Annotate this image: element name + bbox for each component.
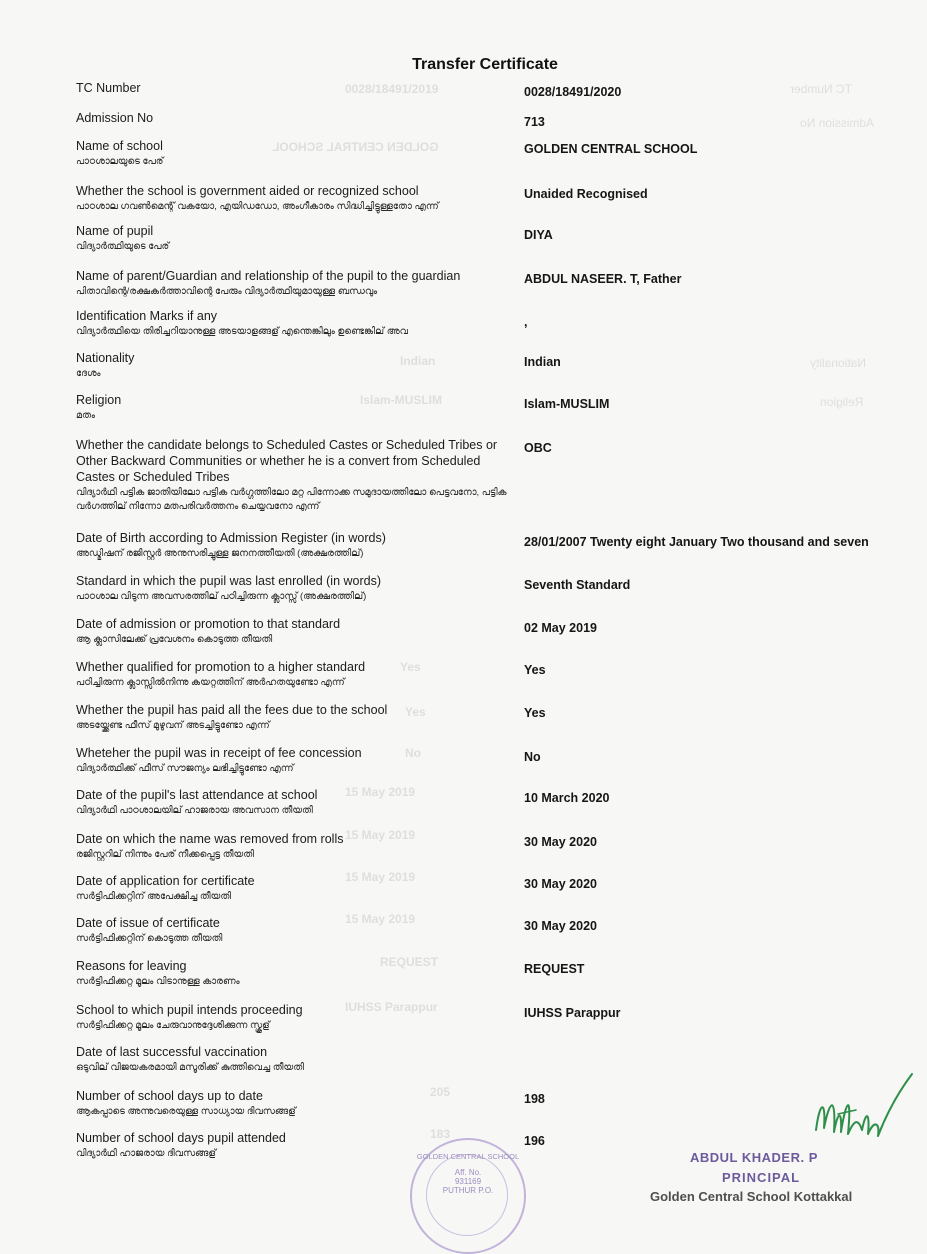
- field-label: Reasons for leaving: [76, 959, 187, 973]
- field-label: Date of application for certificate: [76, 874, 255, 888]
- field-label-malayalam: പഠിച്ചിരുന്ന ക്ലാസ്സിൽനിന്നു കയറ്റത്തിന് അർഹതയുണ്ടോ എന്ന്: [76, 677, 345, 688]
- principal-name: ABDUL KHADER. P: [690, 1150, 818, 1165]
- field-label: Date of issue of certificate: [76, 916, 220, 930]
- field-label: Name of pupil: [76, 224, 154, 238]
- field-label-block: [76, 530, 516, 561]
- field-value: Seventh Standard: [524, 578, 631, 592]
- field-value: 28/01/2007 Twenty eight January Two thousand and seven: [524, 535, 869, 549]
- field-value: REQUEST: [524, 962, 585, 976]
- field-value: ABDUL NASEER. T, Father: [524, 272, 682, 286]
- field-label: Date of Birth according to Admission Register (in words): [76, 531, 386, 545]
- field-label: Date of admission or promotion to that standard: [76, 617, 341, 631]
- field-value: 198: [524, 1092, 545, 1106]
- field-label: School to which pupil intends proceeding: [76, 1003, 303, 1017]
- field-label-malayalam: വിദ്യാർഥി പാഠശാലയില് ഹാജരായ അവസാന തീയതി: [76, 805, 313, 816]
- principal-school: Golden Central School Kottakkal: [650, 1189, 853, 1204]
- field-label-block: [76, 110, 516, 127]
- field-label-block: [76, 915, 516, 946]
- transfer-certificate-page: 0028/18491/2019 GOLDEN CENTRAL SCHOOL TC Number Admission No Religion Nationality Indian Islam-MUSLIM Yes Yes No 15 May 2019 15 May 2019 15 May 2019 15 May 2019 REQUEST IUHSS Parappur 205 183 Transfer Certificate TC Number 0028/18491/2020 Admission No 713 Name of school പാഠശാലയുടെ പേര് GOLDEN CENTRAL SCHOOL Whether the school is government aided or recognized school പാഠശാല ഗവൺമെന്റ് വകയോ, എയിഡഡോ, അംഗീകാരം സിദ്ധിച്ചിട്ടുള്ളതോ എന്ന് Unaided Recognised Name of pupil വിദ്യാർത്ഥിയുടെ പേര് DIYA Name of parent/Guardian and relationship of the pupil to the guardian പിതാവിന്റെ/രക്ഷകർത്താവിന്റെ പേരും വിദ്യാർത്ഥിയുമായുള്ള ബന്ധവും ABDUL NASEER. T, Father Identification Marks if any വിദ്യാർത്ഥിയെ തിരിച്ചറിയാനുള്ള അടയാളങ്ങള് എന്തെങ്കിലും ഉണ്ടെങ്കില് അവ , Nationality ദേശം Indian Religion മതം Islam-MUSLIM Whether the candidate belongs to Scheduled Castes or Scheduled Tribes or Other Backward Communities or whether he is a convert from Scheduled Castes or Scheduled Tribes വിദ്യാർഥി പട്ടിക ജാതിയിലോ പട്ടിക വർഗ്ഗത്തിലോ മറ്റ പിന്നോക്ക സമുദായത്തിലോ പെട്ടവനോ, പട്ടിക വർഗത്തില് നിന്നോ മതപരിവർത്തനം ചെയ്യവനോ എന്ന് OBC Date of Birth according to Admission Register (in words) അഡ്മിഷന് രജിസ്റ്റർ അനുസരിച്ചുള്ള ജനനത്തീയതി (അക്ഷരത്തില്) 28/01/2007 Twenty eight January Two thousand and seven Standard in which the pupil was last enrolled (in words) പാഠശാല വിടുന്ന അവസരത്തില് പഠിച്ചിരുന്ന ക്ലാസ്സ് (അക്ഷരത്തില്) Seventh Standard Date of admission or promotion to that standard ആ ക്ലാസിലേക്ക് പ്രവേശനം കൊടുത്ത തീയതി 02 May 2019 Whether qualified for promotion to a higher standard പഠിച്ചിരുന്ന ക്ലാസ്സിൽനിന്നു കയറ്റത്തിന് അർഹതയുണ്ടോ എന്ന് Yes Whether the pupil has paid all the fees due to the school അടയ്ക്കേണ്ട ഫീസ് മുഴുവന് അടച്ചിട്ടുണ്ടോ എന്ന് Yes Wheteher the pupil was in receipt of fee concession വിദ്യാർത്ഥിക്ക് ഫീസ് സൗജന്യം ലഭിച്ചിട്ടുണ്ടോ എന്ന് No Date of the pupil's last attendance at school വിദ്യാർഥി പാഠശാലയില് ഹാജരായ അവസാന തീയതി 10 March 2020 Date on which the name was removed from rolls രജിസ്റ്ററില് നിന്നും പേര് നീക്കപ്പെട്ട തീയതി 30 May 2020 Date of application for certificate സർട്ടിഫിക്കറ്റിന് അപേക്ഷിച്ച തീയതി 30 May 2020 Date of issue of certificate സർട്ടിഫിക്കറ്റിന് കൊടുത്ത തീയതി 30 May 2020 Reasons for leaving സർട്ടിഫിക്കറ്റ മൂലം വിടാനുള്ള കാരണം REQUEST School to which pupil intends proceeding സർട്ടിഫിക്കറ്റ മൂലം ചേരുവാനുദ്ദേശിക്കുന്ന സ്കൂള് IUHSS Parappur Date of last successful vaccination ഒടുവില് വിജയകരമായി മസൂരിക്ക് കുത്തിവെച്ച തീയതി Number of school days up to date ആകപ്പാടെ അന്നുവരെയുള്ള സാധ്യായ ദിവസങ്ങള് 198 Number of school days pupil attended വിദ്യാർഥി ഹാജരായ ദിവസങ്ങള് 196 GOLDEN CENTRAL SCHOOL Aff. No. 931169 PUTHUR P.O. ABDUL KHADER. P PRINCIPAL Golden Central School Kottakkal: [0, 0, 927, 1200]
- field-label: Whether qualified for promotion to a higher standard: [76, 660, 366, 674]
- field-label-malayalam: ദേശം: [76, 368, 101, 379]
- field-value: 196: [524, 1134, 545, 1148]
- field-label: Number of school days up to date: [76, 1089, 263, 1103]
- field-label-block: [76, 1044, 516, 1075]
- principal-title: PRINCIPAL: [722, 1170, 801, 1185]
- field-label-malayalam: സർട്ടിഫിക്കറ്റിന് കൊടുത്ത തീയതി: [76, 933, 223, 944]
- field-label-block: [76, 437, 516, 514]
- field-label-malayalam: സർട്ടിഫിക്കറ്റ മൂലം ചേരുവാനുദ്ദേശിക്കുന്ന സ്കൂള്: [76, 1020, 270, 1031]
- field-label-block: [76, 831, 516, 862]
- field-label-malayalam: പിതാവിന്റെ/രക്ഷകർത്താവിന്റെ പേരും വിദ്യാർത്ഥിയുമായുള്ള ബന്ധവും: [76, 286, 378, 297]
- field-value: Unaided Recognised: [524, 187, 648, 201]
- field-label: Date of last successful vaccination: [76, 1045, 268, 1059]
- field-label: Whether the school is government aided or recognized school: [76, 184, 419, 198]
- field-label-block: [76, 702, 516, 733]
- field-label-malayalam: പാഠശാല വിടുന്ന അവസരത്തില് പഠിച്ചിരുന്ന ക്ലാസ്സ് (അക്ഷരത്തില്): [76, 591, 367, 602]
- field-label-malayalam: അടയ്ക്കേണ്ട ഫീസ് മുഴുവന് അടച്ചിട്ടുണ്ടോ എന്ന്: [76, 720, 270, 731]
- field-label-malayalam: രജിസ്റ്ററില് നിന്നും പേര് നീക്കപ്പെട്ട തീയതി: [76, 849, 254, 860]
- seal-aff-label: Aff. No.: [454, 1168, 482, 1177]
- field-label-block: [76, 392, 516, 423]
- field-value: Yes: [524, 706, 546, 720]
- field-value: No: [524, 750, 541, 764]
- seal-school-name: GOLDEN CENTRAL SCHOOL: [416, 1152, 520, 1161]
- school-seal: [410, 1138, 526, 1254]
- field-value: ,: [524, 315, 528, 329]
- field-label: Whether the pupil has paid all the fees due to the school: [76, 703, 388, 717]
- field-label: Name of parent/Guardian and relationship of the pupil to the guardian: [76, 269, 461, 283]
- field-label: Identification Marks if any: [76, 309, 218, 323]
- field-label-block: [76, 80, 516, 97]
- field-value: GOLDEN CENTRAL SCHOOL: [524, 142, 698, 156]
- field-label-malayalam: മതം: [76, 410, 96, 421]
- field-label-malayalam: ഒടുവില് വിജയകരമായി മസൂരിക്ക് കുത്തിവെച്ച തീയതി: [76, 1062, 304, 1073]
- field-label-block: [76, 350, 516, 381]
- field-label: Wheteher the pupil was in receipt of fee concession: [76, 746, 362, 760]
- field-label: TC Number: [76, 81, 141, 95]
- field-label-malayalam: സർട്ടിഫിക്കറ്റ മൂലം വിടാനുള്ള കാരണം: [76, 976, 240, 987]
- field-value: Indian: [524, 355, 561, 369]
- field-label-block: [76, 573, 516, 604]
- seal-inner-ring: [426, 1154, 508, 1236]
- field-label: Whether the candidate belongs to Scheduled Castes or Scheduled Tribes or Other Backward Communities or whether he is a convert from Scheduled Castes or Scheduled Tribes: [76, 438, 498, 484]
- field-label-block: [76, 1002, 516, 1033]
- field-label-block: [76, 138, 516, 169]
- field-label-block: [76, 308, 516, 339]
- field-label-block: [76, 616, 516, 647]
- field-label: Date on which the name was removed from rolls: [76, 832, 344, 846]
- field-label-malayalam: പാഠശാലയുടെ പേര്: [76, 156, 164, 167]
- field-label-block: [76, 958, 516, 989]
- field-value: 0028/18491/2020: [524, 85, 622, 99]
- field-value: 30 May 2020: [524, 835, 597, 849]
- field-label-block: [76, 873, 516, 904]
- field-label-block: [76, 223, 516, 254]
- field-value: Islam-MUSLIM: [524, 397, 610, 411]
- field-label: Religion: [76, 393, 122, 407]
- field-label-malayalam: വിദ്യാർഥി ഹാജരായ ദിവസങ്ങള്: [76, 1148, 217, 1159]
- document-title: Transfer Certificate: [412, 56, 558, 73]
- field-label: Standard in which the pupil was last enrolled (in words): [76, 574, 382, 588]
- field-label-malayalam: വിദ്യാർത്ഥിയെ തിരിച്ചറിയാനുള്ള അടയാളങ്ങള് എന്തെങ്കിലും ഉണ്ടെങ്കില് അവ: [76, 326, 408, 337]
- field-label: Date of the pupil's last attendance at school: [76, 788, 318, 802]
- field-label: Nationality: [76, 351, 135, 365]
- field-label-block: [76, 745, 516, 776]
- field-value: 30 May 2020: [524, 877, 597, 891]
- principal-signature: [808, 1070, 918, 1150]
- field-label-malayalam: വിദ്യാർത്ഥിക്ക് ഫീസ് സൗജന്യം ലഭിച്ചിട്ടുണ്ടോ എന്ന്: [76, 763, 294, 774]
- field-label: Admission No: [76, 111, 154, 125]
- field-label-malayalam: പാഠശാല ഗവൺമെന്റ് വകയോ, എയിഡഡോ, അംഗീകാരം സിദ്ധിച്ചിട്ടുള്ളതോ എന്ന്: [76, 201, 439, 212]
- field-label-block: [76, 659, 516, 690]
- field-label-malayalam: വിദ്യാർഥി പട്ടിക ജാതിയിലോ പട്ടിക വർഗ്ഗത്തിലോ മറ്റ പിന്നോക്ക സമുദായത്തിലോ പെട്ടവനോ, പട്ടിക വർഗത്തില് നിന്നോ മതപരിവർത്തനം ചെയ്യവനോ എന്ന്: [76, 487, 507, 512]
- field-label-block: [76, 183, 516, 214]
- field-label-block: [76, 268, 516, 299]
- seal-aff-number: 931169: [454, 1177, 482, 1186]
- field-value: OBC: [524, 441, 552, 455]
- field-value: 02 May 2019: [524, 621, 597, 635]
- field-value: 10 March 2020: [524, 791, 610, 805]
- field-value: IUHSS Parappur: [524, 1006, 621, 1020]
- field-value: DIYA: [524, 228, 553, 242]
- field-label-malayalam: ആകപ്പാടെ അന്നുവരെയുള്ള സാധ്യായ ദിവസങ്ങള്: [76, 1106, 296, 1117]
- field-label: Number of school days pupil attended: [76, 1131, 286, 1145]
- seal-post-office: PUTHUR P.O.: [442, 1186, 494, 1195]
- field-value: Yes: [524, 663, 546, 677]
- field-label-malayalam: സർട്ടിഫിക്കറ്റിന് അപേക്ഷിച്ച തീയതി: [76, 891, 232, 902]
- field-value: 30 May 2020: [524, 919, 597, 933]
- field-label-block: [76, 1088, 516, 1119]
- field-label-malayalam: വിദ്യാർത്ഥിയുടെ പേര്: [76, 241, 170, 252]
- field-label-block: [76, 787, 516, 818]
- field-label-malayalam: ആ ക്ലാസിലേക്ക് പ്രവേശനം കൊടുത്ത തീയതി: [76, 634, 273, 645]
- field-value: 713: [524, 115, 545, 129]
- field-label-malayalam: അഡ്മിഷന് രജിസ്റ്റർ അനുസരിച്ചുള്ള ജനനത്തീയതി (അക്ഷരത്തില്): [76, 548, 364, 559]
- field-label: Name of school: [76, 139, 163, 153]
